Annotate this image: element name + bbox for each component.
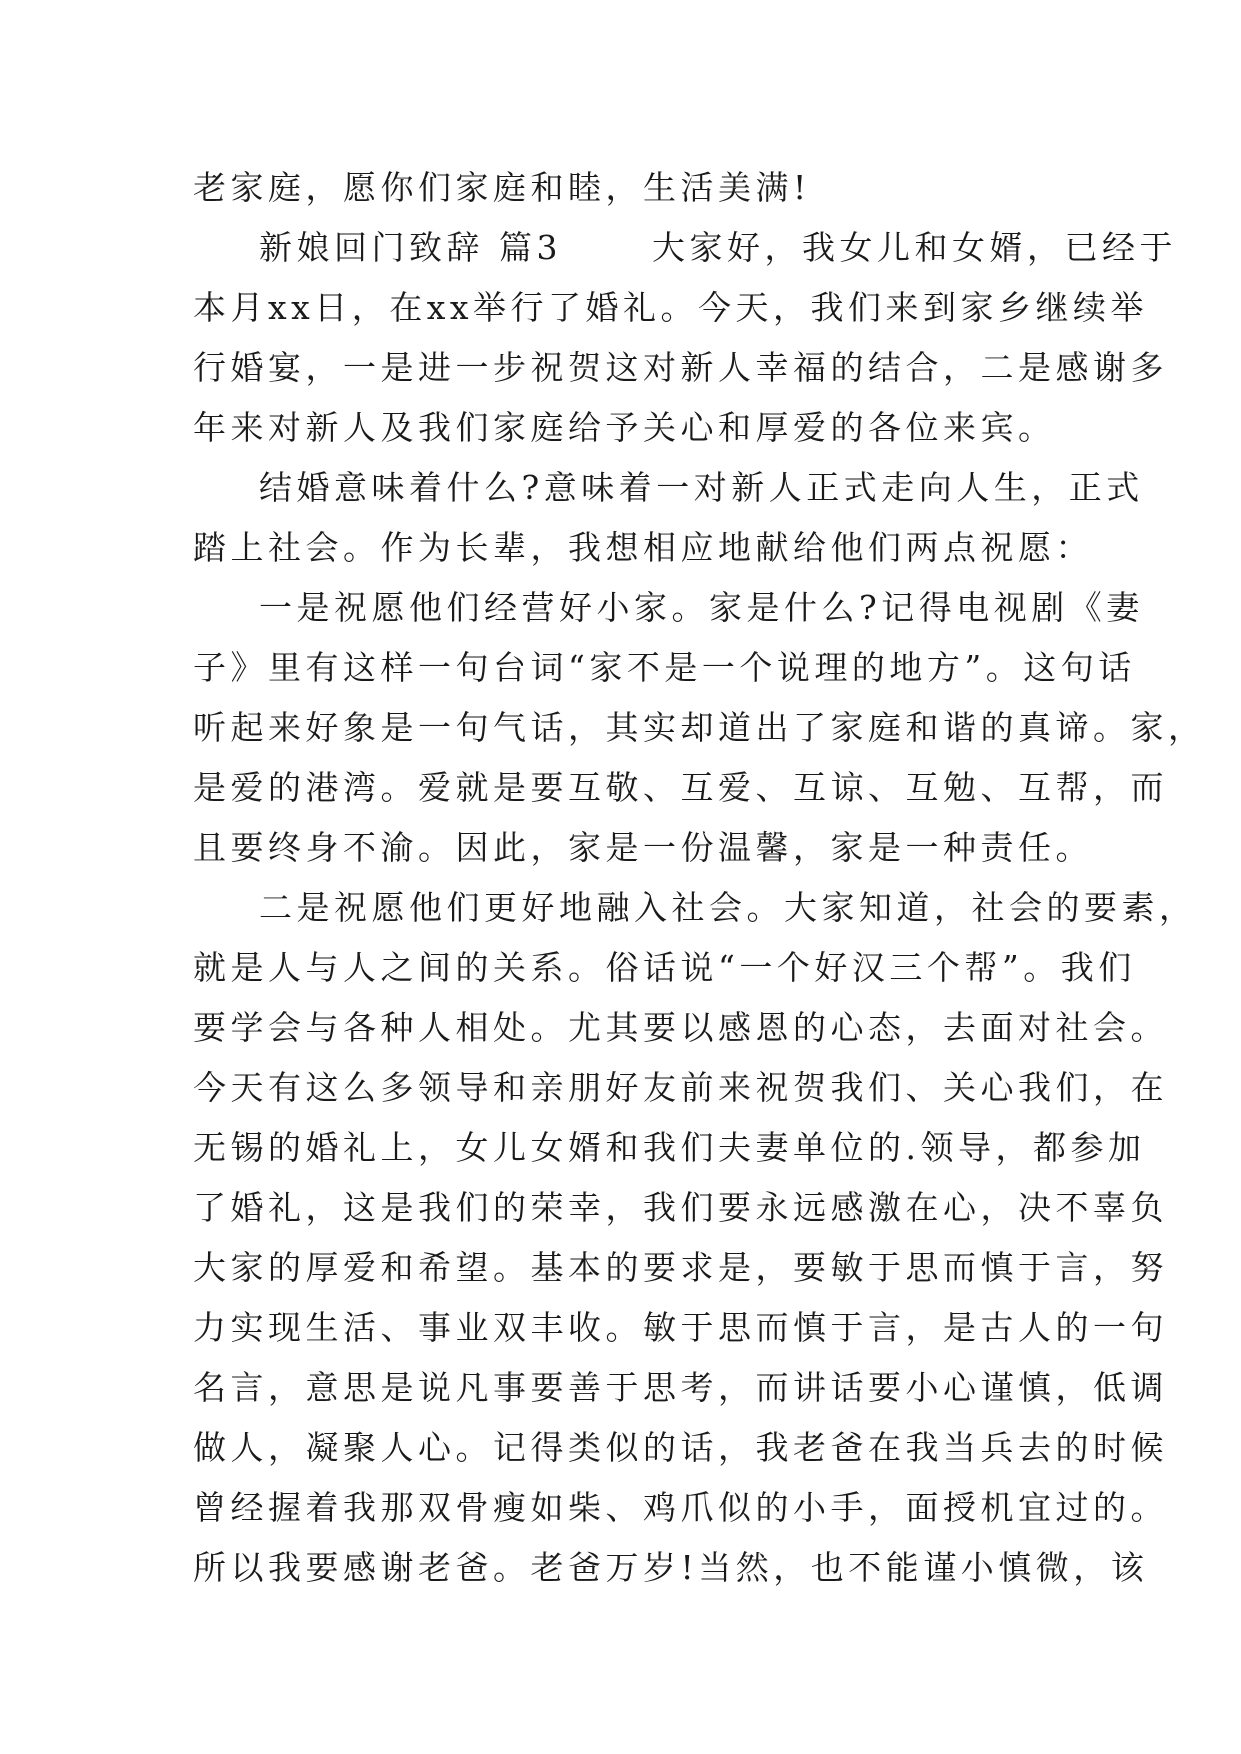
body-text	[193, 158, 1206, 1598]
text-line: 了婚礼，这是我们的荣幸，我们要永远感激在心，决不辜负	[193, 1188, 1168, 1227]
text-line: 是爱的港湾。爱就是要互敬、互爱、互谅、互勉、互帮，而	[193, 768, 1168, 807]
text-line: 无锡的婚礼上，女儿女婿和我们夫妻单位的.领导，都参加	[193, 1128, 1146, 1167]
text-line: 老家庭，愿你们家庭和睦，生活美满!	[193, 168, 811, 207]
text-line: 曾经握着我那双骨瘦如柴、鸡爪似的小手，面授机宜过的。	[193, 1488, 1168, 1527]
text-line: 行婚宴，一是进一步祝贺这对新人幸福的结合，二是感谢多	[193, 348, 1168, 387]
text-line: 二是祝愿他们更好地融入社会。大家知道，社会的要素，	[259, 888, 1197, 927]
text-line: 一是祝愿他们经营好小家。家是什么?记得电视剧《妻	[259, 588, 1144, 627]
text-line: 听起来好象是一句气话，其实却道出了家庭和谐的真谛。家，	[193, 708, 1206, 747]
text-line: 名言，意思是说凡事要善于思考，而讲话要小心谨慎，低调	[193, 1368, 1168, 1407]
text-line: 做人，凝聚人心。记得类似的话，我老爸在我当兵去的时候	[193, 1428, 1168, 1467]
text-line: 新娘回门致辞 篇3 大家好，我女儿和女婿，已经于	[259, 228, 1177, 267]
text-line: 且要终身不渝。因此，家是一份温馨，家是一种责任。	[193, 828, 1093, 867]
text-line: 踏上社会。作为长辈，我想相应地献给他们两点祝愿：	[193, 528, 1093, 567]
text-line: 要学会与各种人相处。尤其要以感恩的心态，去面对社会。	[193, 1008, 1168, 1047]
text-line: 大家的厚爱和希望。基本的要求是，要敏于思而慎于言，努	[193, 1248, 1168, 1287]
text-line: 结婚意味着什么?意味着一对新人正式走向人生，正式	[259, 468, 1144, 507]
text-line: 本月xx日，在xx举行了婚礼。今天，我们来到家乡继续举	[193, 288, 1148, 327]
text-line: 就是人与人之间的关系。俗话说“一个好汉三个帮”。我们	[193, 948, 1136, 987]
text-line: 年来对新人及我们家庭给予关心和厚爱的各位来宾。	[193, 408, 1056, 447]
text-line: 所以我要感谢老爸。老爸万岁!当然，也不能谨小慎微，该	[193, 1548, 1149, 1587]
text-line: 子》里有这样一句台词“家不是一个说理的地方”。这句话	[193, 648, 1136, 687]
text-line: 力实现生活、事业双丰收。敏于思而慎于言，是古人的一句	[193, 1308, 1168, 1347]
text-line: 今天有这么多领导和亲朋好友前来祝贺我们、关心我们，在	[193, 1068, 1168, 1107]
